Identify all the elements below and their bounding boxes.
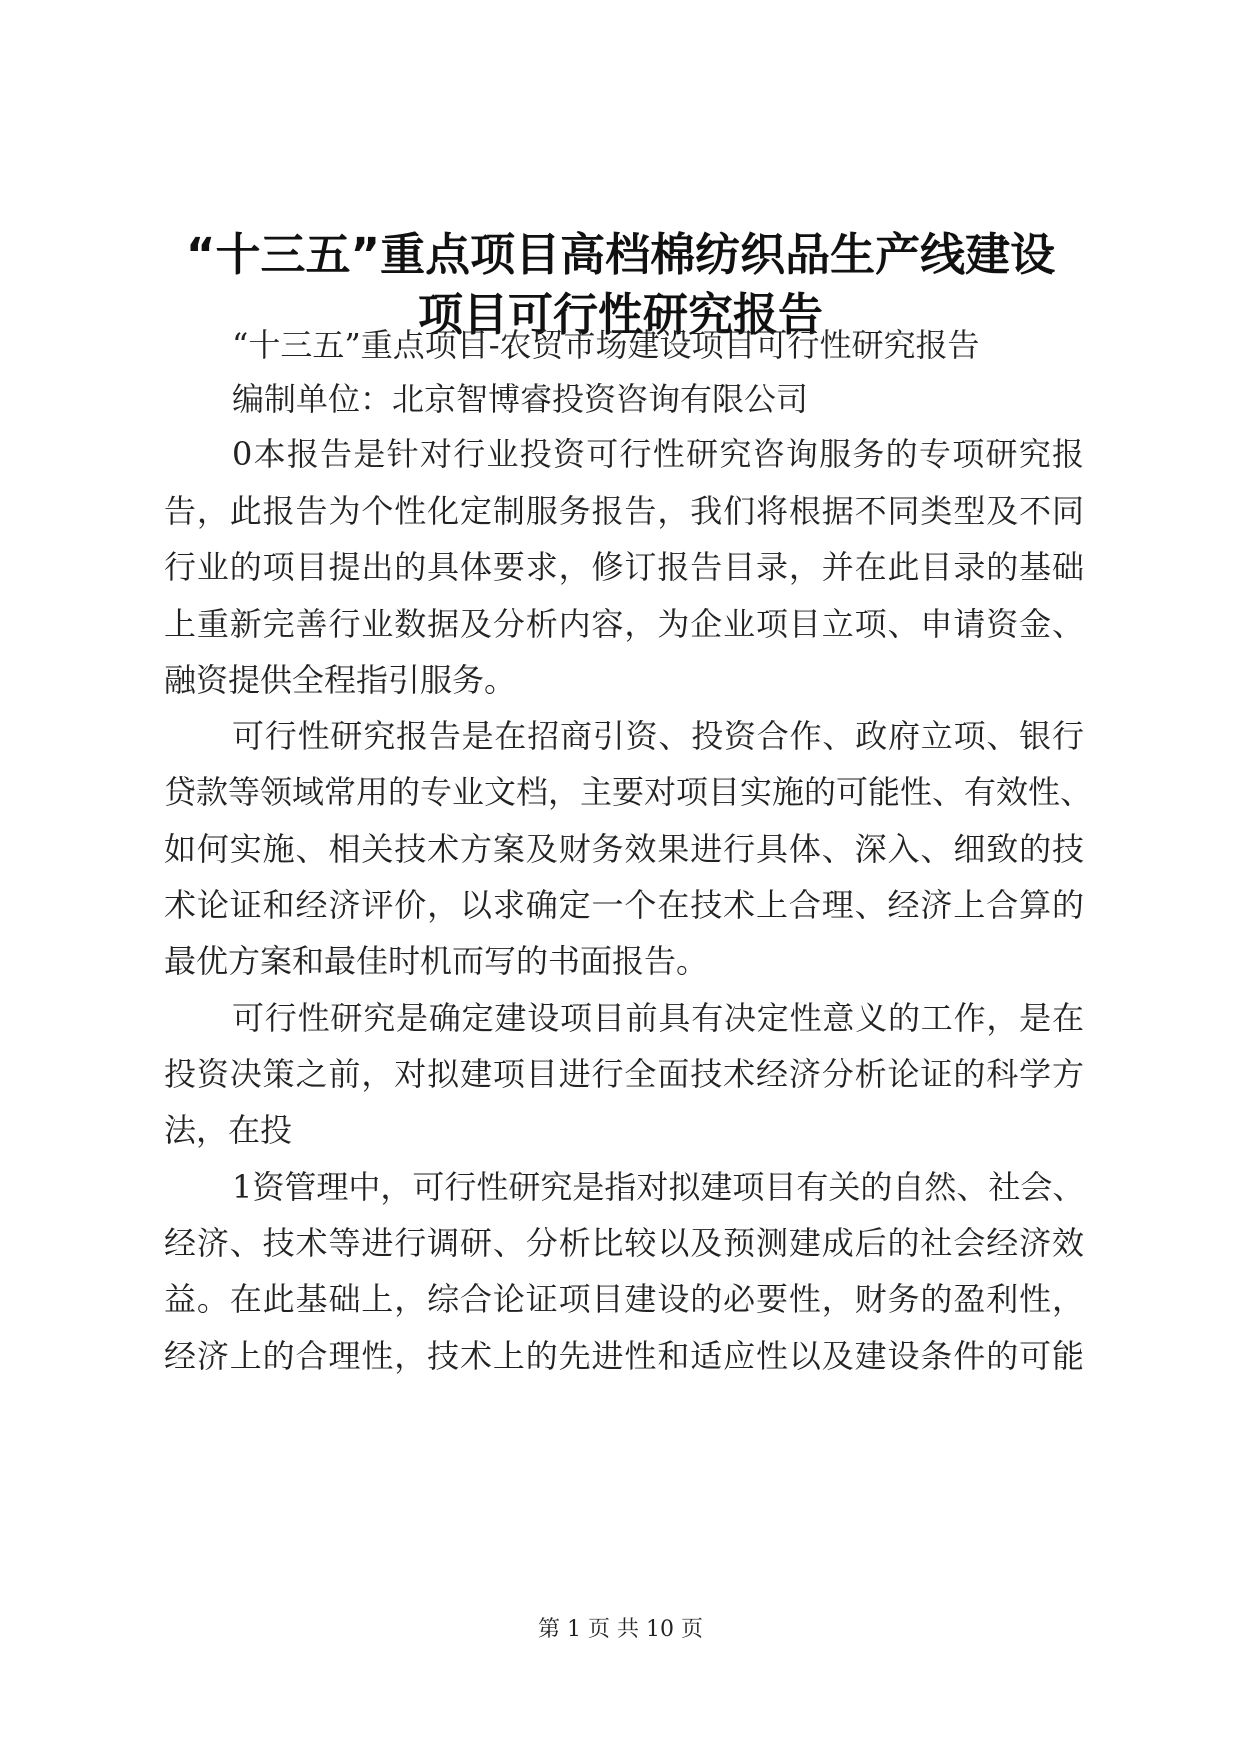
document-title-line-2: 项目可行性研究报告 — [417, 288, 823, 341]
body-line-10: 最优方案和最佳时机而写的书面报告。 — [164, 942, 709, 980]
body-line-17: 经济上的合理性，技术上的先进性和适应性以及建设条件的可能 — [164, 1337, 1084, 1375]
body-line-5: 融资提供全程指引服务。 — [164, 661, 517, 699]
page-footer: 第 1 页 共 10 页 — [538, 1617, 703, 1642]
body-line-14: 1资管理中，可行性研究是指对拟建项目有关的自然、社会、 — [232, 1168, 1085, 1206]
body-line-3: 行业的项目提出的具体要求，修订报告目录，并在此目录的基础 — [164, 548, 1084, 586]
body-line-11: 可行性研究是确定建设项目前具有决定性意义的工作，是在 — [232, 999, 1084, 1037]
body-line-7: 贷款等领域常用的专业文档，主要对项目实施的可能性、有效性、 — [164, 773, 1093, 811]
body-line-15: 经济、技术等进行调研、分析比较以及预测建成后的社会经济效 — [164, 1224, 1084, 1262]
body-line-2: 告，此报告为个性化定制服务报告，我们将根据不同类型及不同 — [164, 492, 1084, 530]
organization-line: 编制单位：北京智博睿投资咨询有限公司 — [232, 380, 809, 418]
body-line-9: 术论证和经济评价，以求确定一个在技术上合理、经济上合算的 — [164, 886, 1084, 924]
body-line-8: 如何实施、相关技术方案及财务效果进行具体、深入、细致的技 — [164, 830, 1084, 868]
subtitle-line: “十三五”重点项目-农贸市场建设项目可行性研究报告 — [232, 326, 980, 364]
body-line-12: 投资决策之前，对拟建项目进行全面技术经济分析论证的科学方 — [164, 1055, 1084, 1093]
body-line-16: 益。在此基础上，综合论证项目建设的必要性，财务的盈利性， — [164, 1280, 1084, 1318]
body-line-6: 可行性研究报告是在招商引资、投资合作、政府立项、银行 — [232, 717, 1084, 755]
body-line-4: 上重新完善行业数据及分析内容，为企业项目立项、申请资金、 — [164, 605, 1084, 643]
body-line-13: 法，在投 — [164, 1111, 293, 1149]
body-line-1: 0本报告是针对行业投资可行性研究咨询服务的专项研究报 — [232, 435, 1084, 473]
document-title-line-1: “十三五”重点项目高档棉纺织品生产线建设 — [185, 228, 1056, 281]
